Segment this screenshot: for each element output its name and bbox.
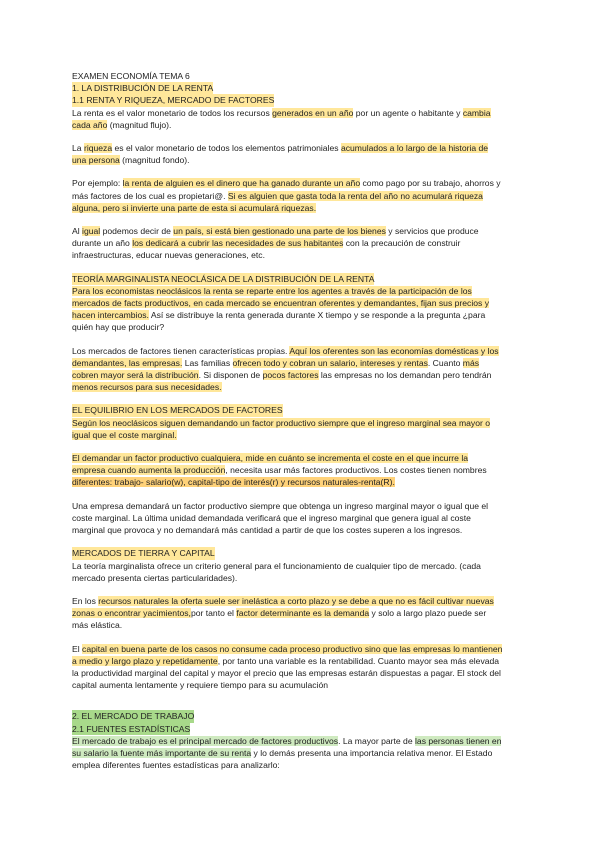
text-run: El — [72, 643, 83, 654]
highlighted-text: Si es alguien que gasta toda la renta del año no acumulará riqueza — [227, 190, 483, 201]
text-line — [72, 500, 530, 512]
text-run: Por ejemplo: — [72, 178, 123, 189]
text-line — [72, 285, 530, 297]
text-run: Al — [72, 226, 83, 237]
highlighted-text: acumulados a lo largo de la historia de — [340, 143, 489, 154]
text-line — [72, 237, 530, 249]
paragraph — [72, 345, 530, 394]
text-run: Los mercados de factores tienen características propias. — [72, 345, 290, 356]
text-line — [72, 464, 530, 476]
highlighted-text: hacen intercambios. — [72, 310, 149, 321]
section-tierra-title: MERCADOS DE TIERRA Y CAPITAL — [72, 548, 215, 559]
paragraph — [72, 177, 530, 214]
highlighted-text: cada año — [72, 119, 108, 130]
text-line — [72, 381, 530, 393]
highlighted-text: una persona — [72, 155, 120, 166]
text-run: Las familias — [182, 357, 233, 368]
highlighted-text: cobren mayor será la distribución — [72, 370, 199, 381]
paragraph — [72, 595, 530, 632]
highlighted-text: demandantes, las empresas. — [72, 357, 183, 368]
text-run: emplea diferentes fuentes estadísticas para analizarlo: — [72, 760, 280, 771]
text-run: quién hay que producir? — [72, 322, 165, 333]
highlighted-text: generados en un año — [272, 107, 354, 118]
text-line — [72, 619, 530, 631]
section-1-title: 1. LA DISTRIBUCIÓN DE LA RENTA — [72, 83, 214, 94]
text-line — [72, 202, 530, 214]
text-run: infraestructuras, educar nuevas generaciones, etc. — [72, 250, 265, 261]
highlighted-text: su salario la fuente más importante de su renta — [72, 747, 252, 758]
text-run: En los — [72, 595, 99, 606]
highlighted-text: menos recursos para sus necesidades. — [72, 382, 222, 393]
highlighted-text: los dedicará a cubrir las necesidades de sus habitantes — [132, 238, 344, 249]
text-line — [72, 607, 530, 619]
highlighted-text: mercados de facts productivos, en cada mercado se encuentran oferentes y demandantes, fijan sus precios y — [72, 298, 490, 309]
text-line — [72, 643, 530, 655]
text-run: más factores de los cual es propietari@. — [72, 190, 228, 201]
text-line — [72, 512, 530, 524]
text-run: durante un año — [72, 238, 133, 249]
paragraph — [72, 500, 530, 537]
doc-title: EXAMEN ECONOMÍA TEMA 6 — [72, 71, 190, 81]
highlighted-text: la renta de alguien es el dinero que ha ganado durante un año — [122, 178, 361, 189]
highlighted-text: capital en buena parte de los casos no consume cada proceso productivo sino que las empresas lo mantienen — [82, 643, 503, 654]
highlighted-text: riqueza — [83, 143, 113, 154]
text-run: La renta es el valor monetario de todos los recursos — [72, 107, 273, 118]
highlighted-text: recursos naturales la oferta suele ser inelástica a corto plazo y se debe a que no es fácil cultivar nuevas — [98, 595, 494, 606]
text-run: por un agente o habitante y — [353, 107, 463, 118]
text-run: capital aumenta lentamente y requiere tiempo para su acumulación — [72, 680, 329, 691]
text-run: (magnitud fondo). — [119, 155, 190, 166]
text-run: y solo a largo plazo puede ser — [369, 608, 487, 619]
text-run: mercado presenta ciertas particularidades). — [72, 572, 238, 583]
text-line — [72, 429, 530, 441]
section-2-title: 2. EL MERCADO DE TRABAJO — [72, 711, 195, 722]
highlighted-text: empresa cuando aumenta la producción — [72, 465, 226, 476]
text-line — [72, 345, 530, 357]
paragraph — [72, 285, 530, 334]
highlighted-text: igual que el coste marginal. — [72, 429, 177, 440]
paragraph — [72, 107, 530, 131]
highlighted-text: diferentes: trabajo- salario(w), capital-tipo de interés(r) y recursos naturales-renta(R). — [72, 477, 395, 488]
text-run: más elástica. — [72, 620, 123, 631]
highlighted-text: las personas tienen en — [415, 735, 502, 746]
highlighted-text: más — [462, 357, 480, 368]
text-line — [72, 595, 530, 607]
text-line — [72, 321, 530, 333]
text-line — [72, 572, 530, 584]
text-run: . Cuanto — [427, 357, 463, 368]
text-line — [72, 142, 530, 154]
text-run: , necesita usar más factores productivos. Los costes tienen nombres — [225, 465, 487, 476]
highlighted-text: a medio y largo plazo y repetidamente — [72, 655, 218, 666]
text-run: podemos decir de — [100, 226, 174, 237]
highlighted-text: El demandar un factor productivo cualquiera, mide en cuánto se incrementa el coste en el que incurre la — [72, 453, 469, 464]
text-line — [72, 190, 530, 202]
text-line — [72, 309, 530, 321]
text-run: La — [72, 143, 84, 154]
paragraph — [72, 643, 530, 692]
text-line — [72, 560, 530, 572]
text-run: la productividad marginal del capital y mayor el precio que las empresas estarán dispuestas a pagar. El stock del — [72, 667, 501, 678]
text-run: con la precaución de construir — [343, 238, 461, 249]
section-equilibrio-title: EL EQUILIBRIO EN LOS MERCADOS DE FACTORES — [72, 405, 283, 416]
text-line — [72, 524, 530, 536]
text-run: . Si disponen de — [198, 370, 263, 381]
highlighted-text: ofrecen todo y cobran un salario, intereses y rentas — [232, 357, 428, 368]
text-run: . La mayor parte de — [338, 735, 415, 746]
highlighted-text: El mercado de trabajo es el principal mercado de factores productivos — [72, 735, 339, 746]
highlighted-text: cambia — [462, 107, 491, 118]
text-line — [72, 154, 530, 166]
text-line — [72, 119, 530, 131]
text-line — [72, 417, 530, 429]
text-run: por tanto el — [190, 608, 237, 619]
highlighted-text: igual — [82, 226, 101, 237]
section-2-1-title: 2.1 FUENTES ESTADÍSTICAS — [72, 723, 191, 734]
text-run: las empresas no los demandan pero tendrán — [318, 370, 492, 381]
text-run: como pago por su trabajo, ahorros y — [360, 178, 501, 189]
highlighted-text: Aquí los oferentes son las economías domésticas y los — [289, 345, 499, 356]
text-line — [72, 107, 530, 119]
paragraph — [72, 225, 530, 262]
highlighted-text: Para los economistas neoclásicos la renta se reparte entre los agentes a través de la participación de los — [72, 285, 472, 296]
paragraph — [72, 560, 530, 584]
text-run: La teoría marginalista ofrece un criterio general para el funcionamiento de cualquier tipo de mercado. (cada — [72, 560, 481, 571]
text-line — [72, 225, 530, 237]
text-run: y lo demás presenta una importancia relativa menor. El Estado — [251, 747, 493, 758]
highlighted-text: factor determinante es la demanda — [236, 608, 370, 619]
text-line — [72, 735, 530, 747]
paragraph — [72, 735, 530, 772]
highlighted-text: alguna, pero si invierte una parte de esta si acumulará riquezas. — [72, 202, 317, 213]
text-run: Una empresa demandará un factor productivo siempre que obtenga un ingreso marginal mayor o igual que el — [72, 500, 489, 511]
text-line — [72, 759, 530, 771]
text-run: (magnitud flujo). — [107, 119, 172, 130]
text-line — [72, 655, 530, 667]
text-line — [72, 249, 530, 261]
highlighted-text: zonas o encontrar yacimientos, — [72, 608, 191, 619]
text-line — [72, 452, 530, 464]
text-run: coste marginal. La última unidad demandada verificará que el ingreso marginal que genera igual al coste — [72, 512, 471, 523]
text-line — [72, 369, 530, 381]
highlighted-text: Según los neoclásicos siguen demandando un factor productivo siempre que el ingreso marginal sea mayor o — [72, 417, 490, 428]
text-line — [72, 177, 530, 189]
paragraph — [72, 452, 530, 489]
text-line — [72, 297, 530, 309]
text-run: y servicios que produce — [385, 226, 479, 237]
text-line — [72, 747, 530, 759]
text-line — [72, 476, 530, 488]
section-marginal-title: TEORÍA MARGINALISTA NEOCLÁSICA DE LA DISTRIBUCIÓN DE LA RENTA — [72, 273, 375, 284]
text-run: , por tanto una variable es la rentabilidad. Cuanto mayor sea más elevada — [217, 655, 500, 666]
text-line — [72, 679, 530, 691]
text-run: es el valor monetario de todos los elementos patrimoniales — [112, 143, 341, 154]
paragraph — [72, 417, 530, 441]
text-line — [72, 667, 530, 679]
highlighted-text: un país, si está bien gestionado una parte de los bienes — [173, 226, 386, 237]
paragraph — [72, 142, 530, 166]
text-run: Así se distribuye la renta generada durante X tiempo y se responde a la pregunta ¿para — [148, 310, 486, 321]
highlighted-text: pocos factores — [262, 370, 319, 381]
section-1-1-title: 1.1 RENTA Y RIQUEZA, MERCADO DE FACTORES — [72, 95, 275, 106]
text-run: marginal que provoca y no demandará más cantidad a partir de que los costes superen a los ingresos. — [72, 525, 463, 536]
text-line — [72, 357, 530, 369]
